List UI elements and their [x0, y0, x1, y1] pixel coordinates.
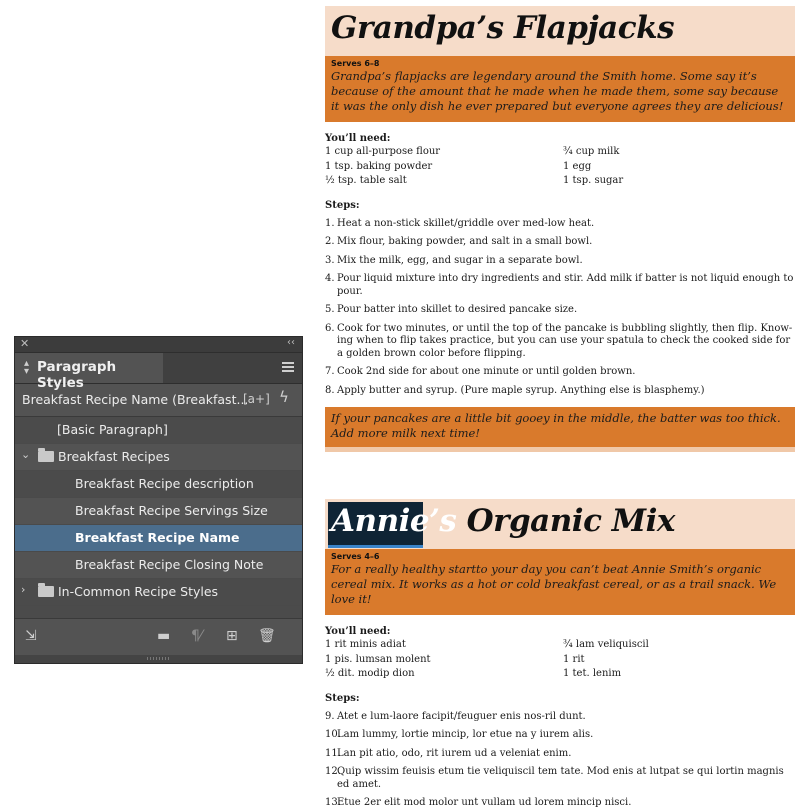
step-item[interactable]	[325, 323, 795, 361]
paragraph-styles-panel	[14, 336, 303, 664]
recipe-grandpas-flapjacks	[325, 6, 795, 452]
step-number: 11.	[325, 747, 341, 759]
style-item-recipe-servings-size[interactable]	[15, 498, 302, 525]
steps-heading[interactable]: Steps:	[325, 199, 360, 211]
step-text: Quip wissim feuisis etum tie veliquiscil tem tate. Mod enis at lutpat se qui lortin magnis ed amet.	[337, 766, 784, 790]
new-group-folder-icon[interactable]: ▬	[157, 628, 171, 644]
recipe-annies-organic-mix	[325, 499, 795, 810]
ingredients-heading[interactable]: You’ll need:	[325, 133, 391, 144]
ingredient[interactable]: 1 cup all-purpose flour	[325, 146, 441, 157]
create-style-from-selection-icon[interactable]: [a+]	[243, 392, 270, 406]
recipe-description[interactable]: For a really healthy startto your day you can’t beat Annie Smith’s organic cereal mix. It works as a hot or cold breakfast cereal, or as a trail snack. We love it!	[331, 562, 777, 606]
style-item-label: Breakfast Recipe Name	[75, 530, 240, 545]
style-group-in-common-recipe-styles[interactable]	[15, 579, 302, 606]
tab-label: Paragraph Styles	[37, 359, 117, 391]
step-text: Cook 2nd side for about one minute or until golden brown.	[337, 366, 636, 377]
folder-icon	[38, 586, 54, 597]
style-item-label: Breakfast Recipe Servings Size	[75, 503, 268, 518]
step-item[interactable]	[325, 366, 795, 379]
ingredient[interactable]: 1 tsp. baking powder	[325, 160, 433, 172]
style-item-label: Breakfast Recipes	[58, 449, 170, 464]
step-item[interactable]	[325, 273, 795, 298]
new-style-icon[interactable]: ⊞	[226, 628, 238, 644]
style-item-recipe-closing-note[interactable]	[15, 552, 302, 579]
step-item[interactable]	[325, 385, 795, 398]
step-number: 6.	[325, 322, 335, 334]
styles-list	[15, 417, 302, 629]
ingredient[interactable]: ¾ lam veliquiscil	[563, 639, 649, 650]
step-text: Heat a non-stick skillet/griddle over med-low heat.	[337, 217, 595, 229]
servings-size[interactable]: Serves 4–6	[331, 552, 380, 561]
step-item[interactable]	[325, 766, 795, 791]
ingredient[interactable]: 1 egg	[563, 160, 592, 172]
current-style-name: Breakfast Recipe Name (Breakfast...	[22, 392, 249, 407]
step-text: Etue 2er elit mod molor unt vullam ud lorem mincip nisci.	[337, 797, 632, 808]
step-item[interactable]	[325, 236, 795, 249]
style-item-label: [Basic Paragraph]	[57, 422, 168, 437]
recipe-description[interactable]: Grandpa’s flapjacks are legendary around the Smith home. Some say it’s because of the amount that he made when he made them, some say because it was the only dish he ever prepared but everyone agrees they are delicious!	[331, 69, 784, 113]
step-number: 9.	[325, 710, 335, 722]
chevron-down-icon[interactable]: ⌄	[21, 448, 31, 461]
step-number: 2.	[325, 236, 335, 247]
title-rest: Organic Mix	[456, 503, 675, 539]
panel-tab-bar	[15, 353, 302, 391]
step-item[interactable]	[325, 797, 795, 810]
text-selection-highlight[interactable]	[328, 502, 457, 548]
step-item[interactable]	[325, 304, 795, 317]
step-text: Mix the milk, egg, and sugar in a separate bowl.	[337, 254, 583, 266]
steps-list	[325, 218, 795, 398]
ingredient[interactable]: 1 rit minis adiat	[325, 639, 406, 650]
tab-paragraph-styles[interactable]	[15, 353, 163, 391]
ingredient[interactable]: 1 tet. lenim	[563, 668, 622, 679]
step-item[interactable]	[325, 711, 795, 724]
collapse-icon[interactable]: ‹‹	[287, 337, 295, 348]
title-band	[325, 6, 795, 56]
step-number: 7.	[325, 366, 335, 377]
servings-size[interactable]: Serves 6–8	[331, 59, 380, 68]
step-number: 13.	[325, 797, 341, 808]
step-number: 10.	[325, 729, 341, 740]
step-text: Atet e lum-laore facipit/feuguer enis nos-ril dunt.	[337, 710, 586, 722]
ingredient[interactable]: 1 pis. lumsan molent	[325, 653, 431, 665]
step-number: 8.	[325, 384, 335, 396]
ingredients-list	[325, 145, 795, 189]
panel-menu-icon[interactable]	[282, 362, 294, 374]
style-item-label: In-Common Recipe Styles	[58, 584, 219, 599]
style-item-basic-paragraph[interactable]	[15, 417, 302, 444]
step-number: 5.	[325, 304, 335, 315]
selected-title-text: Annie’s	[331, 503, 457, 539]
step-item[interactable]	[325, 729, 795, 742]
description-box	[325, 56, 795, 122]
ingredient[interactable]: ½ dit. modip dion	[325, 668, 415, 679]
style-item-label: Breakfast Recipe description	[75, 476, 254, 491]
step-item[interactable]	[325, 748, 795, 761]
step-number: 4.	[325, 273, 335, 284]
trash-icon[interactable]: 🗑	[258, 628, 276, 644]
resize-grip[interactable]	[15, 655, 302, 663]
clear-overrides-icon[interactable]: ¶⁄	[191, 628, 203, 644]
step-text: Cook for two minutes, or until the top of the pancake is bubbling slightly, then flip. Know-ing when to flip takes practice, but you can use your spatula to check the cooked side for a golden brown color before flipping.	[337, 322, 793, 359]
close-icon[interactable]: ✕	[20, 337, 30, 350]
closing-note[interactable]: If your pancakes are a little bit gooey in the middle, the batter was too thick. Add more milk next time!	[325, 407, 795, 452]
style-group-breakfast-recipes[interactable]	[15, 444, 302, 471]
step-text: Mix flour, baking powder, and salt in a small bowl.	[337, 236, 593, 247]
step-item[interactable]	[325, 255, 795, 268]
ingredients-list	[325, 638, 795, 682]
selection-underline	[328, 545, 423, 548]
ingredient[interactable]: 1 tsp. sugar	[563, 175, 624, 186]
ingredient[interactable]: 1 rit	[563, 653, 585, 665]
style-item-recipe-description[interactable]	[15, 471, 302, 498]
steps-heading[interactable]: Steps:	[325, 692, 360, 704]
step-number: 1.	[325, 217, 335, 229]
step-text: Lam lummy, lortie mincip, lor etue na y iurem alis.	[337, 729, 594, 740]
step-text: Pour liquid mixture into dry ingredients and stir. Add milk if batter is not liquid enough to pour.	[337, 273, 794, 297]
panel-title-strip	[15, 337, 302, 353]
quick-apply-icon[interactable]: ϟ	[279, 388, 289, 406]
steps-list	[325, 711, 795, 810]
updown-arrows-icon[interactable]: ▴ ▾	[24, 358, 30, 377]
description-box	[325, 549, 795, 615]
folder-icon	[38, 451, 54, 462]
step-item[interactable]	[325, 218, 795, 231]
style-item-recipe-name[interactable]	[15, 525, 302, 552]
panel-bottom-toolbar	[15, 618, 302, 655]
ingredient[interactable]: ¾ cup milk	[563, 146, 620, 157]
step-text: Apply butter and syrup. (Pure maple syrup. Anything else is blasphemy.)	[337, 384, 705, 396]
ingredients-heading[interactable]: You’ll need:	[325, 626, 391, 637]
step-number: 12.	[325, 766, 341, 777]
step-text: Lan pit atio, odo, rit iurem ud a veleniat enim.	[337, 747, 572, 759]
recipe-title[interactable]: Grandpa’s Flapjacks	[331, 10, 675, 46]
title-band	[325, 499, 795, 549]
step-text: Pour batter into skillet to desired pancake size.	[337, 304, 578, 315]
step-number: 3.	[325, 254, 335, 266]
load-styles-icon[interactable]: ⇲	[25, 628, 37, 644]
ingredient[interactable]: ½ tsp. table salt	[325, 175, 407, 186]
chevron-right-icon[interactable]: ›	[21, 583, 26, 596]
current-style-row	[15, 384, 302, 417]
style-item-label: Breakfast Recipe Closing Note	[75, 557, 264, 572]
